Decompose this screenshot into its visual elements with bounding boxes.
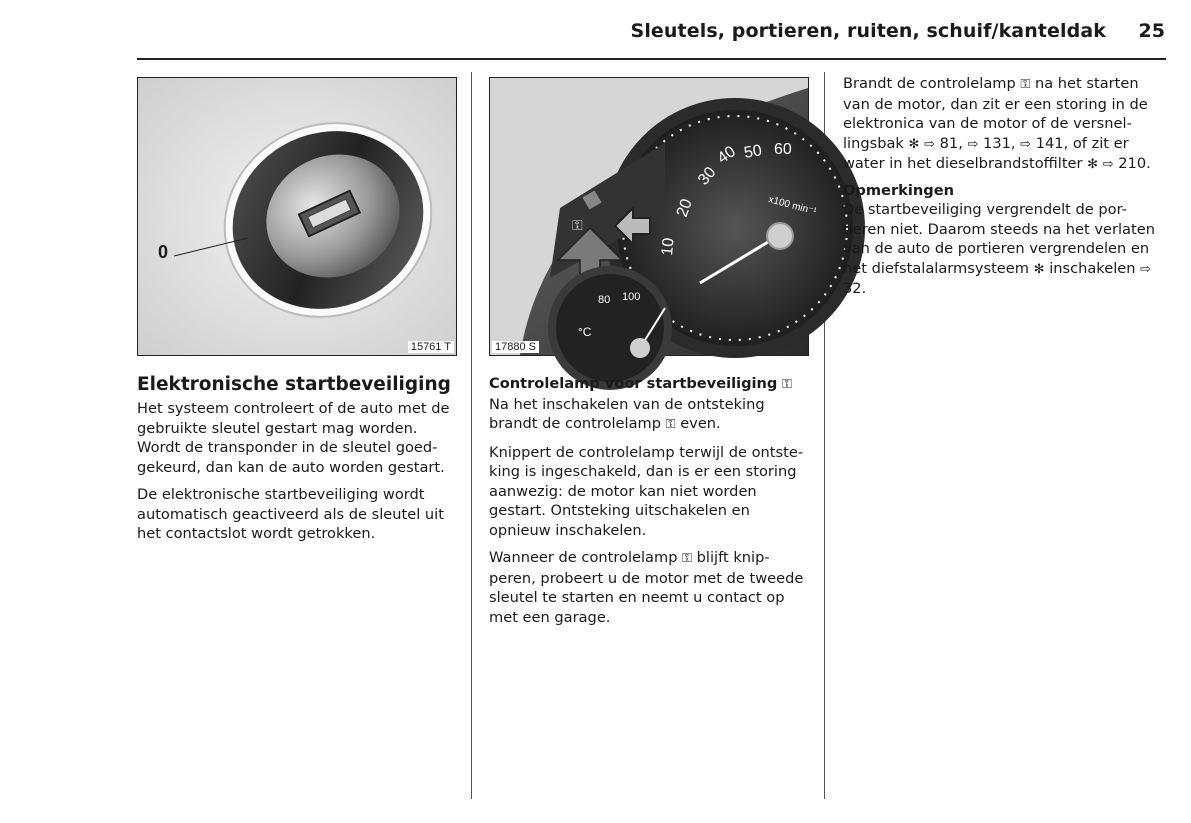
callout-label: 0 <box>158 242 169 262</box>
tach-label-10: 10 <box>659 237 678 257</box>
reference-icon: ✻ <box>908 136 920 152</box>
tach-label-20: 20 <box>673 196 696 220</box>
column-separator-1 <box>471 72 472 799</box>
ignition-lock-figure <box>137 77 457 356</box>
right-column-text <box>843 74 1163 307</box>
left-column-text <box>137 373 457 552</box>
page-header-title: Sleutels, portieren, ruiten, schuif/kanteldak <box>630 20 1106 42</box>
middle-column-text <box>489 374 807 635</box>
page-arrow-icon: ⇨ <box>924 136 935 152</box>
reference-icon: ✻ <box>1033 261 1045 277</box>
reference-icon: ✻ <box>1087 157 1099 172</box>
immobilizer-lamp-symbol: ⚿ <box>572 218 583 234</box>
temp-label-100: 100 <box>622 291 641 303</box>
paragraph: De startbeveiliging vergrendelt de por-tieren niet. Daarom steeds na het verlaten van de auto de portieren vergrendelen en het diefstalalarmsysteem ✻ inschakelen ⇨ 32. <box>843 201 1155 297</box>
tach-label-50: 50 <box>742 142 764 162</box>
immobilizer-lamp-icon: ⚿ <box>782 377 792 392</box>
paragraph: Het systeem controleert of de auto met de gebruikte sleutel gestart mag worden. Wordt de transponder in de sleutel goed-gekeurd, dan kan de auto worden gestart. <box>137 400 450 476</box>
figure-code: 17880 S <box>492 341 539 353</box>
page-reference[interactable]: 32. <box>843 280 867 297</box>
page-arrow-icon: ⇨ <box>967 136 979 152</box>
immobilizer-lamp-icon: ⚿ <box>665 417 676 432</box>
page-arrow-icon: ⇨ <box>1102 157 1114 172</box>
subheading: Controlelamp voor startbeveiliging <box>489 375 778 392</box>
section-heading: Elektronische startbeveiliging <box>137 374 451 395</box>
ignition-lock-illustration <box>138 78 456 355</box>
paragraph: Knippert de controlelamp terwijl de ontste-king is ingeschakeld, dan is er een storing aanwezig: de motor kan niet worden gestart. Ontsteking uitschakelen en opnieuw inschakelen. <box>489 443 804 539</box>
immobilizer-lamp-icon: ⚿ <box>1020 77 1031 92</box>
page-reference[interactable]: 131, <box>983 134 1016 152</box>
paragraph: Na het inschakelen van de ontsteking brandt de controlelamp ⚿ even. <box>489 395 807 435</box>
page-reference[interactable]: 81, <box>939 134 963 152</box>
page-arrow-icon: ⇨ <box>1140 261 1152 277</box>
paragraph: Brandt de controlelamp ⚿ na het starten van de motor, dan zit er een storing in de elektronica van de motor of de versnel-lingsbak ✻ ⇨ 81, ⇨ 131, ⇨ 141, of zit er water in het dieselbrandstoffilter ✻ ⇨ 210. <box>843 74 1163 175</box>
page-reference[interactable]: 141, <box>1035 134 1069 152</box>
notes-heading: Opmerkingen <box>843 181 954 199</box>
immobilizer-lamp-icon: ⚿ <box>682 551 693 566</box>
instrument-cluster-figure <box>489 77 818 356</box>
page-reference[interactable]: 210. <box>1118 155 1151 172</box>
tach-label-40: 40 <box>714 143 739 168</box>
tach-label-30: 30 <box>695 164 720 189</box>
page-number: 25 <box>1138 20 1165 42</box>
paragraph: De elektronische startbeveiliging wordt automatisch geactiveerd als de sleutel uit het contactslot wordt getrokken. <box>137 486 444 542</box>
header-rule <box>137 58 1166 60</box>
paragraph: Wanneer de controlelamp ⚿ blijft knip-peren, probeert u de motor met de tweede sleutel te starten en neemt u contact op met een garage. <box>489 549 804 626</box>
page-arrow-icon: ⇨ <box>1020 136 1032 152</box>
instrument-cluster-illustration <box>490 78 818 355</box>
temp-label-c: °C <box>578 325 592 339</box>
tach-unit: x100 min⁻¹ <box>767 194 818 218</box>
tach-label-60: 60 <box>774 141 792 158</box>
figure-code: 15761 T <box>408 341 454 353</box>
temp-label-80: 80 <box>598 294 611 306</box>
